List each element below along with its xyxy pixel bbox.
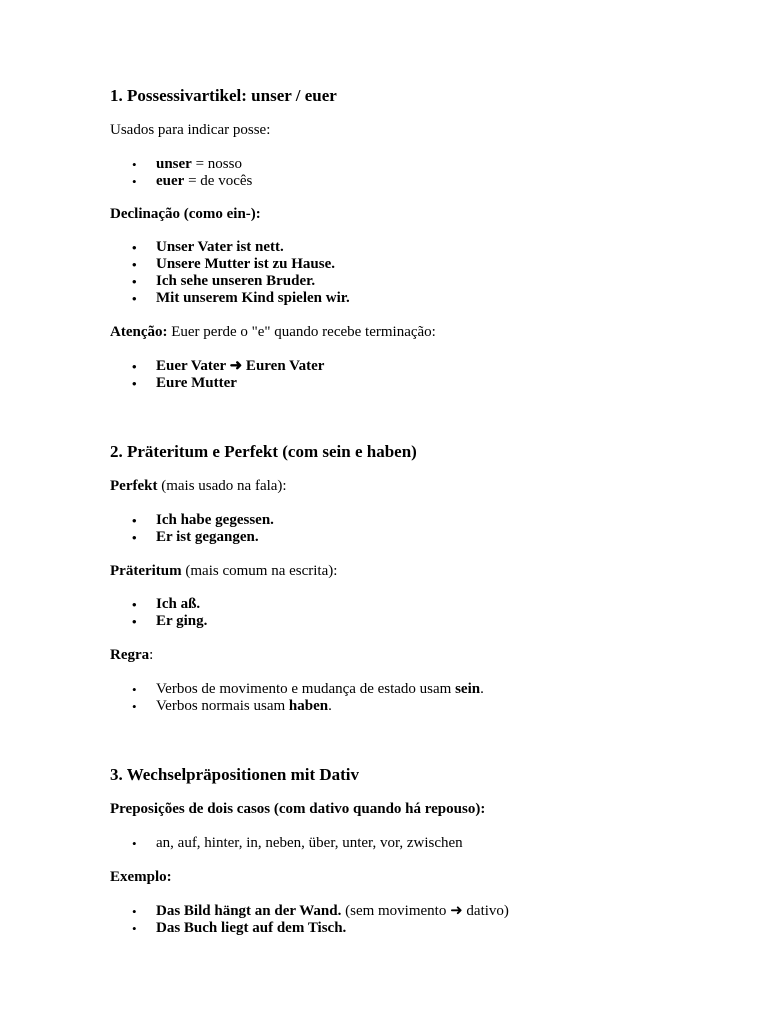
section-1-subhead: Declinação (como ein-): <box>110 206 261 222</box>
list-item: • Das Bild hängt an der Wand. (sem movimento ➜ dativo) <box>110 903 710 920</box>
list-item: • Verbos normais usam haben. <box>110 698 710 715</box>
perfekt-list <box>110 512 710 546</box>
section-2-heading: 2. Präteritum e Perfekt (com sein e haben) <box>110 442 417 461</box>
list-item: • Er ist gegangen. <box>110 529 710 546</box>
example-label: Exemplo: <box>110 869 172 885</box>
regra-label: Regra: <box>110 647 154 663</box>
section-1-intro: Usados para indicar posse: <box>110 122 271 138</box>
regra-list <box>110 681 710 715</box>
list-item: • Ich aß. <box>110 596 710 613</box>
list-item: • Verbos de movimento e mudança de estado usam sein. <box>110 681 710 698</box>
list-item: • unser = nosso <box>110 156 710 173</box>
section-1-list-possessives <box>110 156 710 190</box>
list-item: • Das Buch liegt auf dem Tisch. <box>110 920 710 937</box>
list-item: • Eure Mutter <box>110 375 710 392</box>
list-item: • an, auf, hinter, in, neben, über, unter, vor, zwischen <box>110 835 710 852</box>
list-item: • Ich habe gegessen. <box>110 512 710 529</box>
list-item: • Ich sehe unseren Bruder. <box>110 273 710 290</box>
document-page <box>110 86 710 937</box>
list-item: • Mit unserem Kind spielen wir. <box>110 290 710 307</box>
section-3-list-prepositions <box>110 835 710 852</box>
list-item: • Er ging. <box>110 613 710 630</box>
section-1-list-attention <box>110 358 710 392</box>
section-1-heading: 1. Possessivartikel: unser / euer <box>110 86 337 105</box>
list-item: • euer = de vocês <box>110 173 710 190</box>
example-list <box>110 903 710 937</box>
section-1-list-declension <box>110 239 710 307</box>
section-3-subhead: Preposições de dois casos (com dativo quando há repouso): <box>110 801 486 817</box>
list-item: • Euer Vater ➜ Euren Vater <box>110 358 710 375</box>
section-3-heading: 3. Wechselpräpositionen mit Dativ <box>110 765 360 784</box>
section-1-note: Atenção: Euer perde o "e" quando recebe terminação: <box>110 324 436 340</box>
list-item: • Unser Vater ist nett. <box>110 239 710 256</box>
praeteritum-label: Präteritum (mais comum na escrita): <box>110 563 338 579</box>
perfekt-label: Perfekt (mais usado na fala): <box>110 478 287 494</box>
list-item: • Unsere Mutter ist zu Hause. <box>110 256 710 273</box>
praeteritum-list <box>110 596 710 630</box>
